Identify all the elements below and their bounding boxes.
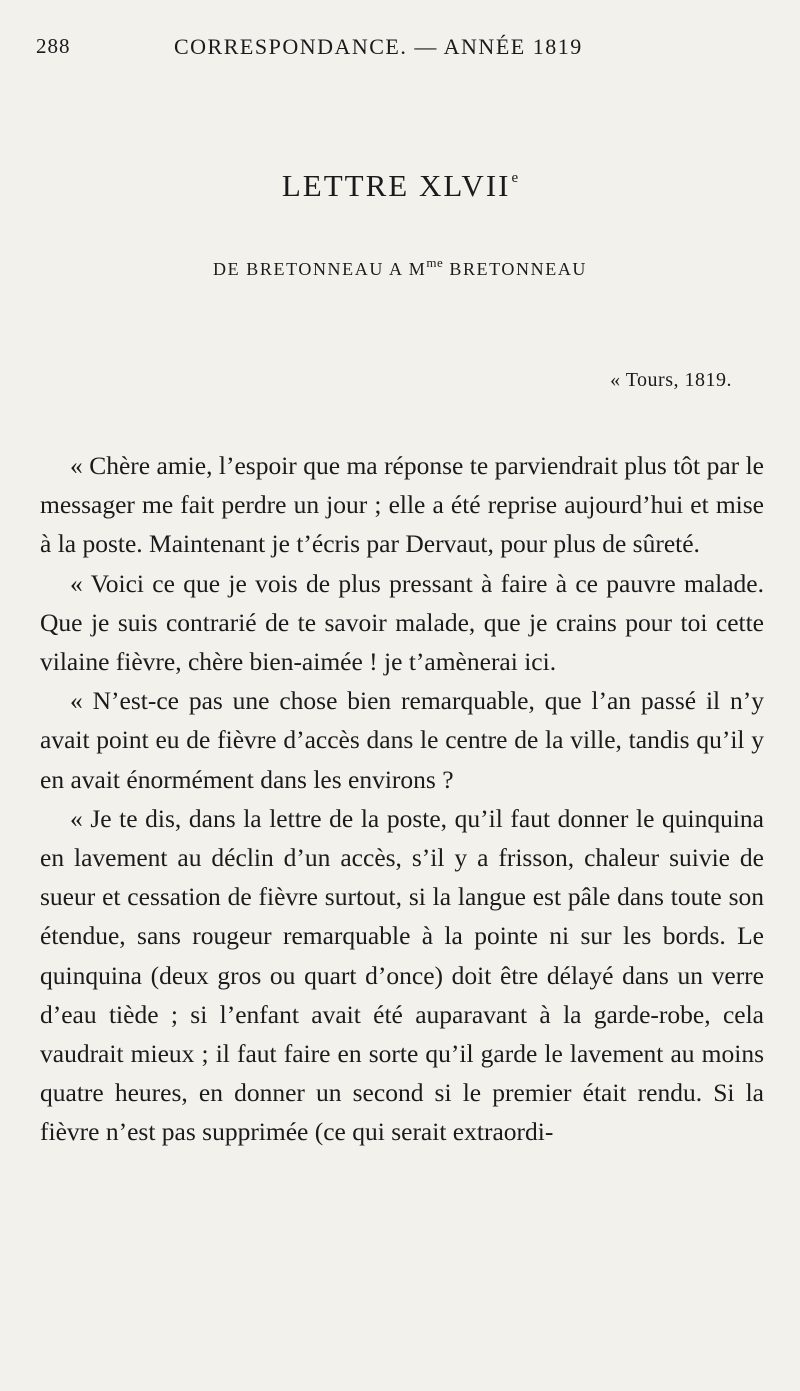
letter-subtitle-suffix: BRETONNEAU — [443, 259, 588, 279]
dateline: « Tours, 1819. — [610, 369, 732, 391]
letter-title-text: LETTRE XLVII — [281, 168, 511, 203]
paragraph: « N’est-ce pas une chose bien remarquable, que l’an passé il n’y avait point eu de fièvre d’accès dans le centre de la ville, tandis qu’il y en avait énormément dans les environs ? — [40, 686, 764, 794]
running-title: CORRESPONDANCE. — ANNÉE 1819 — [174, 34, 583, 59]
letter-subtitle-prefix: DE BRETONNEAU A M — [212, 259, 427, 279]
letter-subtitle — [0, 255, 800, 280]
letter-subtitle-sup: me — [426, 255, 444, 270]
letter-body — [40, 446, 764, 1152]
paragraph: « Chère amie, l’espoir que ma réponse te parviendrait plus tôt par le messager me fait perdre un jour ; elle a été reprise aujourd’hui et mise à la poste. Maintenant je t’écris par Dervaut, pour plus de sûreté. — [40, 451, 764, 559]
running-head — [36, 28, 740, 68]
paragraph: « Je te dis, dans la lettre de la poste, qu’il faut donner le quinquina en lavement au déclin d’un accès, s’il y a frisson, chaleur suivie de sueur et cessation de fièvre surtout, si la langue est pâle dans toute son étendue, sans rougeur remarquable à la pointe ni sur les bords. Le quinquina (deux gros ou quart d’once) doit être délayé dans un verre d’eau tiède ; si l’enfant avait été auparavant à la garde-robe, cela vaudrait mieux ; il faut faire en sorte qu’il garde le lavement au moins quatre heures, en donner un second si le premier était rendu. Si la fièvre n’est pas supprimée (ce qui serait extraordi- — [40, 803, 764, 1147]
letter-title-ordinal: e — [511, 170, 519, 186]
page-number: 288 — [36, 34, 71, 58]
paragraph: « Voici ce que je vois de plus pressant à faire à ce pauvre malade. Que je suis contrarié de te savoir malade, que je crains pour toi cette vilaine fièvre, chère bien-aimée ! je t’amènerai ici. — [40, 568, 764, 677]
letter-title — [0, 168, 800, 204]
